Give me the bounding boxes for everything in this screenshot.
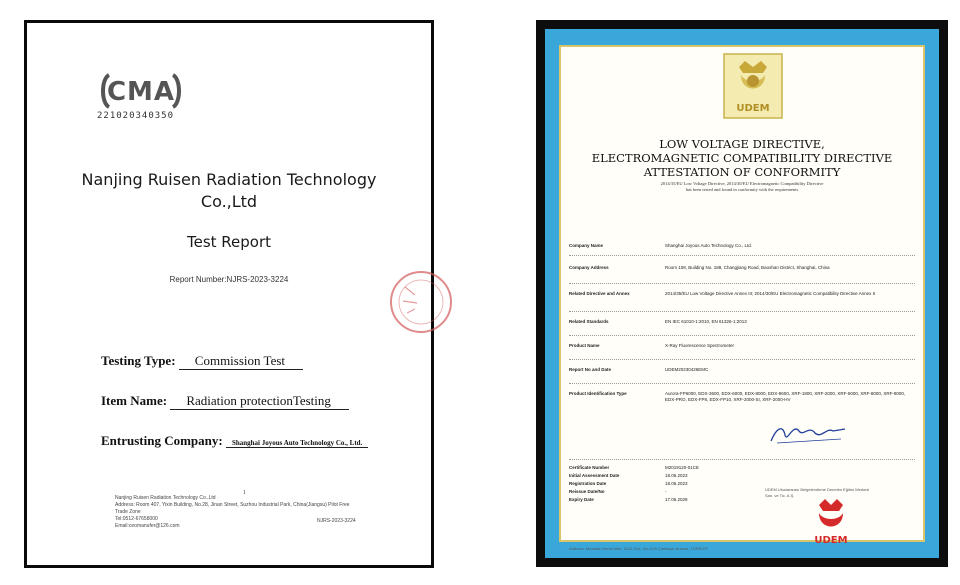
- footer-line: Nanjing Ruisen Radiation Technology Co.,Ltd: [115, 495, 216, 501]
- report-number: Report Number:NJRS-2023-3224: [169, 275, 289, 284]
- footer-line: Address: Room 407, Yixin Building, No.28, Jinan Street, Suzhou Industrial Park, China(Jiangsu) Pilot Free: [115, 502, 350, 508]
- field-label: Product Name: [569, 343, 600, 348]
- item-name-value: Radiation protectionTesting: [170, 393, 349, 410]
- heading-line: ATTESTATION OF CONFORMITY: [643, 165, 841, 179]
- udem-red-logo: [807, 497, 855, 547]
- certificate-frame: [545, 29, 939, 558]
- field-label: Expiry Date: [569, 497, 594, 502]
- testing-type-label: Testing Type:: [101, 353, 176, 368]
- testing-type-value: Commission Test: [179, 353, 303, 370]
- cma-logo: [99, 71, 183, 111]
- certificate-footer: [569, 487, 915, 552]
- divider: [569, 459, 915, 460]
- report-title: Test Report: [186, 233, 272, 251]
- field-label: Certificate Number: [569, 465, 610, 470]
- field-label: Company Name: [569, 243, 604, 248]
- red-seal-stamp: [385, 267, 465, 337]
- footer-line: Email:ceomanufer@126.com: [115, 523, 180, 529]
- divider: [569, 359, 915, 360]
- divider: [569, 383, 915, 384]
- certificate-heading: [561, 137, 923, 179]
- item-name-row: [101, 393, 349, 410]
- field-value: Room 108, Building No. 188, Changjiang Road, Baoshan District, Shanghai, China: [665, 265, 830, 270]
- footer-line: Trade Zone: [115, 509, 141, 515]
- field-label: Registration Date: [569, 481, 607, 486]
- svg-text:UDEM: UDEM: [814, 535, 848, 546]
- field-value: M2019120-01CE: [665, 465, 700, 470]
- divider: [569, 255, 915, 256]
- page-number: 1: [243, 490, 246, 496]
- company-name: Nanjing Ruisen Radiation Technology Co.,Ltd: [81, 170, 377, 211]
- svg-text:CMA: CMA: [106, 77, 176, 107]
- footer-address: Address: Mustafa Kemal Mah. 2134 Sok. No:12/6 Çankaya, Ankara, TÜRKİYE: [569, 546, 708, 551]
- field-value: Aurora-FP6000, EDX-3600, EDX-6000, EDX-8000, EDX-9600, XRF-1800, XRF-2000, XRF-5000, XRF-8000, XRF-9000, EDX-PRO, EDX-FP8, EDX-FP10, XRF-2000-SI, XRF-2000-HV: [665, 391, 906, 402]
- svg-text:UDEM: UDEM: [736, 103, 770, 114]
- certificate-body: [559, 45, 925, 551]
- test-report-page: [24, 20, 434, 568]
- field-value: EN IEC 61010-1:2010, EN 61326-1:2013: [665, 319, 747, 324]
- heading-line: ELECTROMAGNETIC COMPATIBILITY DIRECTIVE: [591, 151, 893, 165]
- field-label: Report No and Date: [569, 367, 612, 372]
- footer-report-code: NJRS-2023-3224: [317, 518, 356, 524]
- divider: [569, 311, 915, 312]
- field-label: Related Directive and Annex: [569, 291, 630, 296]
- divider: [569, 283, 915, 284]
- footer-line: Tel:0512-67658000: [115, 516, 158, 522]
- certificate-subtext: [601, 181, 883, 193]
- field-label: Reissue Date/No: [569, 489, 605, 494]
- signature-caption: UDEM Uluslararası Belgelendirme Denetim Eğitim Merkezi San. ve Tic. A.Ş.: [765, 487, 870, 498]
- field-value: 2014/35/EU Low Voltage Directive Annex III; 2014/30/EU Electromagnetic Compatibility Directive Annex II: [665, 291, 876, 296]
- divider: [569, 335, 915, 336]
- field-value: 18.05.2023: [665, 473, 688, 478]
- signature: [767, 421, 849, 445]
- sub-line: has been tested and found in conformity with the requirements: [685, 187, 799, 192]
- field-value: 17.05.2028: [665, 497, 688, 502]
- field-value: X-Ray Fluorescence Spectrometer: [665, 343, 735, 348]
- field-value: 18.05.2023: [665, 481, 688, 486]
- heading-line: LOW VOLTAGE DIRECTIVE,: [659, 137, 825, 151]
- ce-certificate: [536, 20, 948, 567]
- field-label: Related Standards: [569, 319, 609, 324]
- cma-number: 221020340350: [97, 111, 175, 121]
- field-value: -: [665, 489, 667, 494]
- testing-type-row: [101, 353, 303, 370]
- entrusting-company-label: Entrusting Company:: [101, 433, 223, 448]
- field-label: Company Address: [569, 265, 609, 270]
- field-value: Shanghai Joyous Auto Technology Co., Ltd.: [665, 243, 752, 248]
- footer-contact: [115, 495, 365, 530]
- field-label: Initial Assessment Date: [569, 473, 620, 478]
- item-name-label: Item Name:: [101, 393, 168, 408]
- sub-line: 2014/35/EU Low Voltage Directive, 2014/30/EU Electromagnetic Compatibility Directive: [660, 181, 824, 186]
- entrusting-company-row: [101, 433, 368, 449]
- entrusting-company-value: Shanghai Joyous Auto Technology Co., Ltd.: [226, 439, 368, 448]
- field-value: UDEM20230426EMC: [665, 367, 709, 372]
- field-label: Product Identification Type: [569, 391, 627, 396]
- udem-logo: [723, 53, 783, 119]
